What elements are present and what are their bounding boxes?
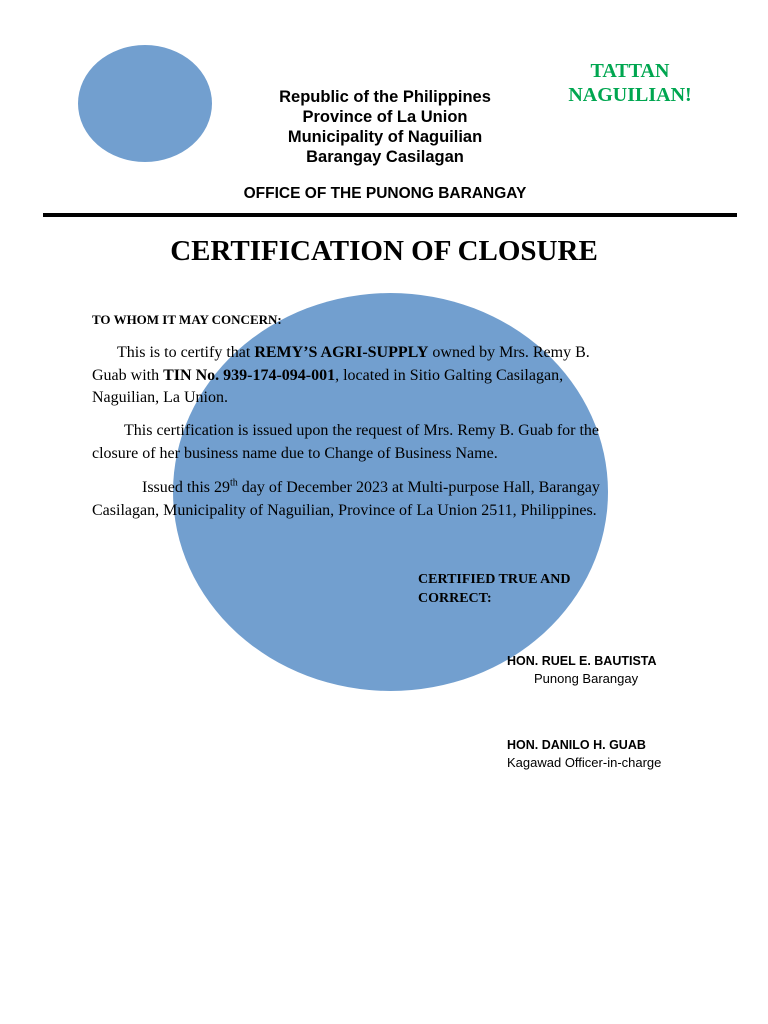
letterhead-province: Province of La Union — [302, 108, 468, 126]
paragraph-line: Naguilian, La Union. — [92, 389, 228, 406]
slogan — [545, 59, 715, 107]
text-span: day of December 2023 at Multi-purpose Hall, Barangay — [237, 479, 600, 496]
signatory-kagawad — [507, 736, 661, 772]
signatory-position: Punong Barangay — [534, 671, 639, 686]
letterhead-barangay: Barangay Casilagan — [306, 148, 464, 166]
salutation: TO WHOM IT MAY CONCERN: — [92, 312, 282, 327]
paragraph-line — [92, 342, 682, 365]
paragraph-line: This certification is issued upon the request of Mrs. Remy B. Guab for the — [124, 422, 600, 439]
certified-line-1: CERTIFIED TRUE AND — [418, 572, 571, 587]
office-title: OFFICE OF THE PUNONG BARANGAY — [243, 185, 527, 202]
barangay-seal — [78, 45, 212, 162]
document-title: CERTIFICATION OF CLOSURE — [170, 235, 598, 267]
paragraph-request — [92, 420, 682, 465]
text-span: owned by Mrs. Remy B. — [428, 344, 590, 361]
signatory-punong-barangay — [507, 652, 657, 688]
letterhead-municipality: Municipality of Naguilian — [287, 128, 483, 146]
signatory-position: Kagawad Officer-in-charge — [507, 755, 662, 770]
letterhead — [240, 87, 530, 167]
text-span: This is to certify that — [117, 344, 255, 361]
slogan-line-1: TATTAN — [590, 60, 670, 82]
certified-label — [418, 570, 571, 608]
paragraph-line — [92, 365, 682, 388]
signatory-name: HON. RUEL E. BAUTISTA — [507, 654, 657, 668]
letterhead-republic: Republic of the Philippines — [279, 88, 491, 106]
text-span: Guab with — [92, 366, 164, 384]
paragraph-line: closure of her business name due to Change of Business Name. — [92, 444, 498, 462]
paragraph-line — [92, 477, 682, 500]
paragraph-certify — [92, 342, 682, 410]
paragraph-issued — [92, 477, 682, 522]
header-divider — [43, 213, 737, 217]
certified-line-2: CORRECT: — [418, 591, 492, 606]
ordinal-suffix: th — [230, 477, 238, 489]
signatory-name: HON. DANILO H. GUAB — [507, 738, 646, 752]
tin-number: TIN No. 939-174-094-001 — [163, 366, 336, 384]
business-name: REMY’S AGRI-SUPPLY — [254, 344, 429, 361]
text-span: Issued this 29 — [142, 479, 230, 496]
slogan-line-2: NAGUILIAN! — [568, 84, 692, 106]
paragraph-line: Casilagan, Municipality of Naguilian, Province of La Union 2511, Philippines. — [92, 501, 597, 519]
text-span: , located in Sitio Galting Casilagan, — [335, 366, 564, 384]
